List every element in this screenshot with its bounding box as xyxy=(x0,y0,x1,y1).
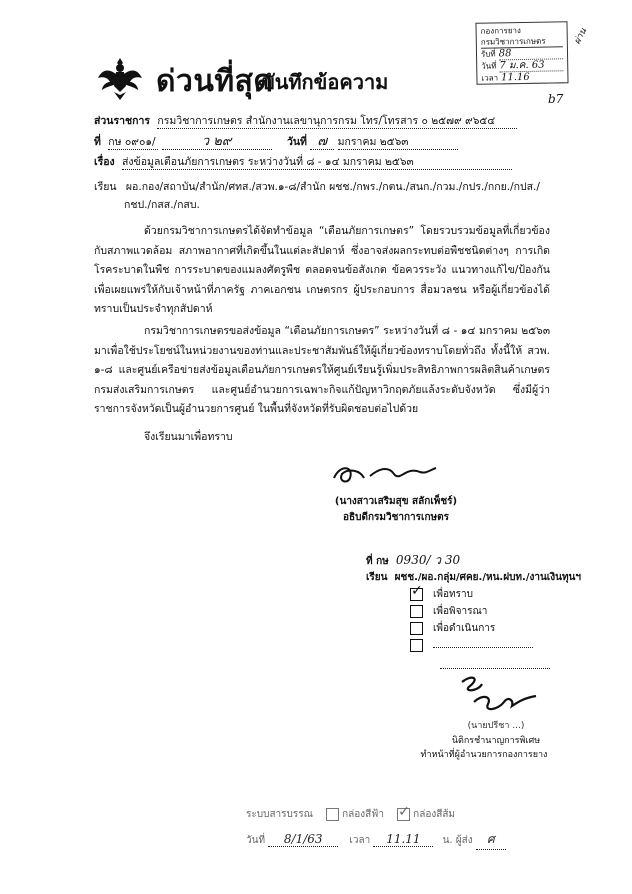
stamp-date-value: 7 ม.ค. 63 xyxy=(499,59,563,72)
footer-box1-label: กล่องสีฟ้า xyxy=(342,809,384,820)
stamp-number-label: รับที่ xyxy=(480,49,496,59)
stamp-time-label: เวลา xyxy=(481,73,499,83)
routing-signature-mark xyxy=(452,672,542,716)
option-blank-line xyxy=(433,647,533,648)
agency-label: ส่วนราชการ xyxy=(94,115,151,127)
stamp-number-value: 88 xyxy=(499,47,564,60)
subject-label: เรื่อง xyxy=(94,156,115,168)
footer-date-value: 8/1/63 xyxy=(268,832,338,847)
footer-date-label: วันที่ xyxy=(246,835,266,846)
stamp-org-line2: กรมวิชาการเกษตร xyxy=(481,35,563,48)
receive-stamp xyxy=(475,21,568,85)
footer-time-value: 11.11 xyxy=(373,832,433,847)
routing-ref-value: 0930/ ว 30 xyxy=(395,553,461,567)
routing-ref-label: ที่ กษ xyxy=(366,556,389,567)
footer-checkbox-blue[interactable] xyxy=(326,808,339,821)
garuda-emblem-icon xyxy=(96,54,144,102)
addressee-row xyxy=(94,180,540,194)
date-label: วันที่ xyxy=(286,136,307,148)
routing-ref-row xyxy=(366,553,460,569)
ref-handwritten-number: ว ๒๙ xyxy=(162,135,272,150)
subject-value: ส่งข้อมูลเตือนภัยการเกษตร ระหว่างวันที่ ๘ - ๑๔ มกราคม ๒๕๖๓ xyxy=(122,155,512,170)
stamp-org-line1: กองการยาง xyxy=(480,26,521,36)
footer-system-label: ระบบสารบรรณ xyxy=(246,809,313,820)
urgency-label: ด่วนที่สุด xyxy=(156,64,274,99)
routing-option-3 xyxy=(410,621,495,636)
routing-option-2 xyxy=(410,604,487,619)
stamp-mark: b7 xyxy=(548,92,564,106)
footer-time-label: เวลา xyxy=(349,835,371,846)
routing-option-1 xyxy=(410,587,473,602)
ref-date-row xyxy=(94,135,550,150)
footer-date-row xyxy=(246,830,506,850)
ref-value: กษ ๐๙๐๑/ xyxy=(108,135,158,150)
body-paragraph-2: กรมวิชาการเกษตรขอส่งข้อมูล “เตือนภัยการเกษตร” ระหว่างวันที่ ๘ - ๑๔ มกราคม ๒๕๖๓ มาเพื่อใช้ประโยชน์ในหน่วยงานของท่านและประชาสัมพันธ์ให้ผู้เกี่ยวข้องทราบโดยทั่วถึง ทั้งนี้ให้ สวพ. ๑-๘ และศูนย์เครือข่ายส่งข้อมูลเตือนภัยการเกษตรให้ศูนย์เรียนรู้เพิ่มประสิทธิภาพการผลิตสินค้าเกษตร กรมส่งเสริมการเกษตร และศูนย์อำนวยการเฉพาะกิจแก้ปัญหาวิกฤตภัยแล้งระดับจังหวัด ซึ่งมีผู้ว่าราชการจังหวัดเป็นผู้อำนวยการศูนย์ ในพื้นที่จังหวัดที่รับผิดชอบต่อไปด้วย xyxy=(94,325,550,415)
footer-system-row xyxy=(246,807,455,822)
footer-sender-value: ศ xyxy=(476,830,506,850)
footer-checkbox-orange[interactable] xyxy=(397,808,410,821)
addressee-line1: ผอ.กอง/สถาบัน/สำนัก/ศทส./สวพ.๑-๘/สำนัก ผชช./กพร./กตน./สนก./กวม./กปร./กกย./กปส./ xyxy=(125,181,540,193)
option-checkbox-consider[interactable] xyxy=(410,605,423,618)
option-label: เพื่อพิจารณา xyxy=(433,606,488,617)
director-name: (นางสาวเสริมสุข สลักเพ็ชร์) xyxy=(334,496,458,507)
routing-signer-role: ทำหน้าที่ผู้อำนวยการกองการยาง xyxy=(420,750,548,760)
stamp-date-label: วันที่ xyxy=(481,61,497,71)
agency-row xyxy=(94,114,517,129)
date-value: มกราคม ๒๕๖๓ xyxy=(338,135,458,150)
routing-option-4 xyxy=(410,638,533,653)
stamp-corner-note: ผ่าน xyxy=(572,26,590,47)
routing-signer-name: (นายปรีชา ...) xyxy=(467,721,525,731)
stamp-time-row xyxy=(481,71,563,84)
addressee-line2: กชป./กสส./กสบ. xyxy=(124,199,200,211)
routing-to-row xyxy=(366,570,581,585)
body-paragraph-1: ด้วยกรมวิชาการเกษตรได้จัดทำข้อมูล “เตือนภัยการเกษตร” โดยรวบรวมข้อมูลที่เกี่ยวข้องกับสภาพแวดล้อม สภาพอากาศที่เกิดขึ้นในแต่ละสัปดาห์ ซึ่งอาจส่งผลกระทบต่อพืชชนิดต่างๆ การเกิดโรคระบาดในพืช การระบาดของแมลงศัตรูพืช ตลอดจนข้อสังเกต ข้อควรระวัง แนวทางแก้ไข/ป้องกัน เพื่อเผยแพร่ให้กับเจ้าหน้าที่ภาครัฐ ภาคเอกชน เกษตรกร ผู้ประกอบการ สื่อมวลชน หรือผู้เกี่ยวข้องได้ทราบเป็นประจำทุกสัปดาห์ xyxy=(94,225,550,315)
routing-signer-position: นิติกรชำนาญการพิเศษ xyxy=(451,736,541,746)
routing-blank-line xyxy=(440,668,550,669)
option-checkbox-other[interactable] xyxy=(410,639,423,652)
option-checkbox-proceed[interactable] xyxy=(410,622,423,635)
option-label: เพื่อทราบ xyxy=(433,589,473,600)
option-label: เพื่อดำเนินการ xyxy=(433,623,496,634)
routing-to-label: เรียน xyxy=(366,572,388,583)
footer-box2-label: กล่องสีส้ม xyxy=(413,809,456,820)
ref-label: ที่ xyxy=(94,136,101,148)
stamp-time-value: 11.16 xyxy=(501,71,564,84)
agency-value: กรมวิชาการเกษตร สำนักงานเลขานุการกรม โทร/โทรสาร ๐ ๒๕๗๙ ๙๖๕๔ xyxy=(157,114,517,129)
option-checkbox-acknowledge[interactable] xyxy=(410,588,423,601)
director-position: อธิบดีกรมวิชาการเกษตร xyxy=(343,512,449,523)
addressee-label: เรียน xyxy=(94,181,117,193)
director-signature-mark xyxy=(330,460,440,486)
memo-title: บันทึกข้อความ xyxy=(262,70,389,94)
footer-sender-label: น. ผู้ส่ง xyxy=(442,835,473,846)
date-handwritten-day: ๗ xyxy=(310,135,334,150)
subject-row xyxy=(94,155,512,170)
closing-line: จึงเรียนมาเพื่อทราบ xyxy=(144,431,233,443)
routing-to-value: ผชช./ผอ.กลุ่ม/ศคย./หน.ฝบท./งานเงินทุนฯ xyxy=(394,572,581,583)
